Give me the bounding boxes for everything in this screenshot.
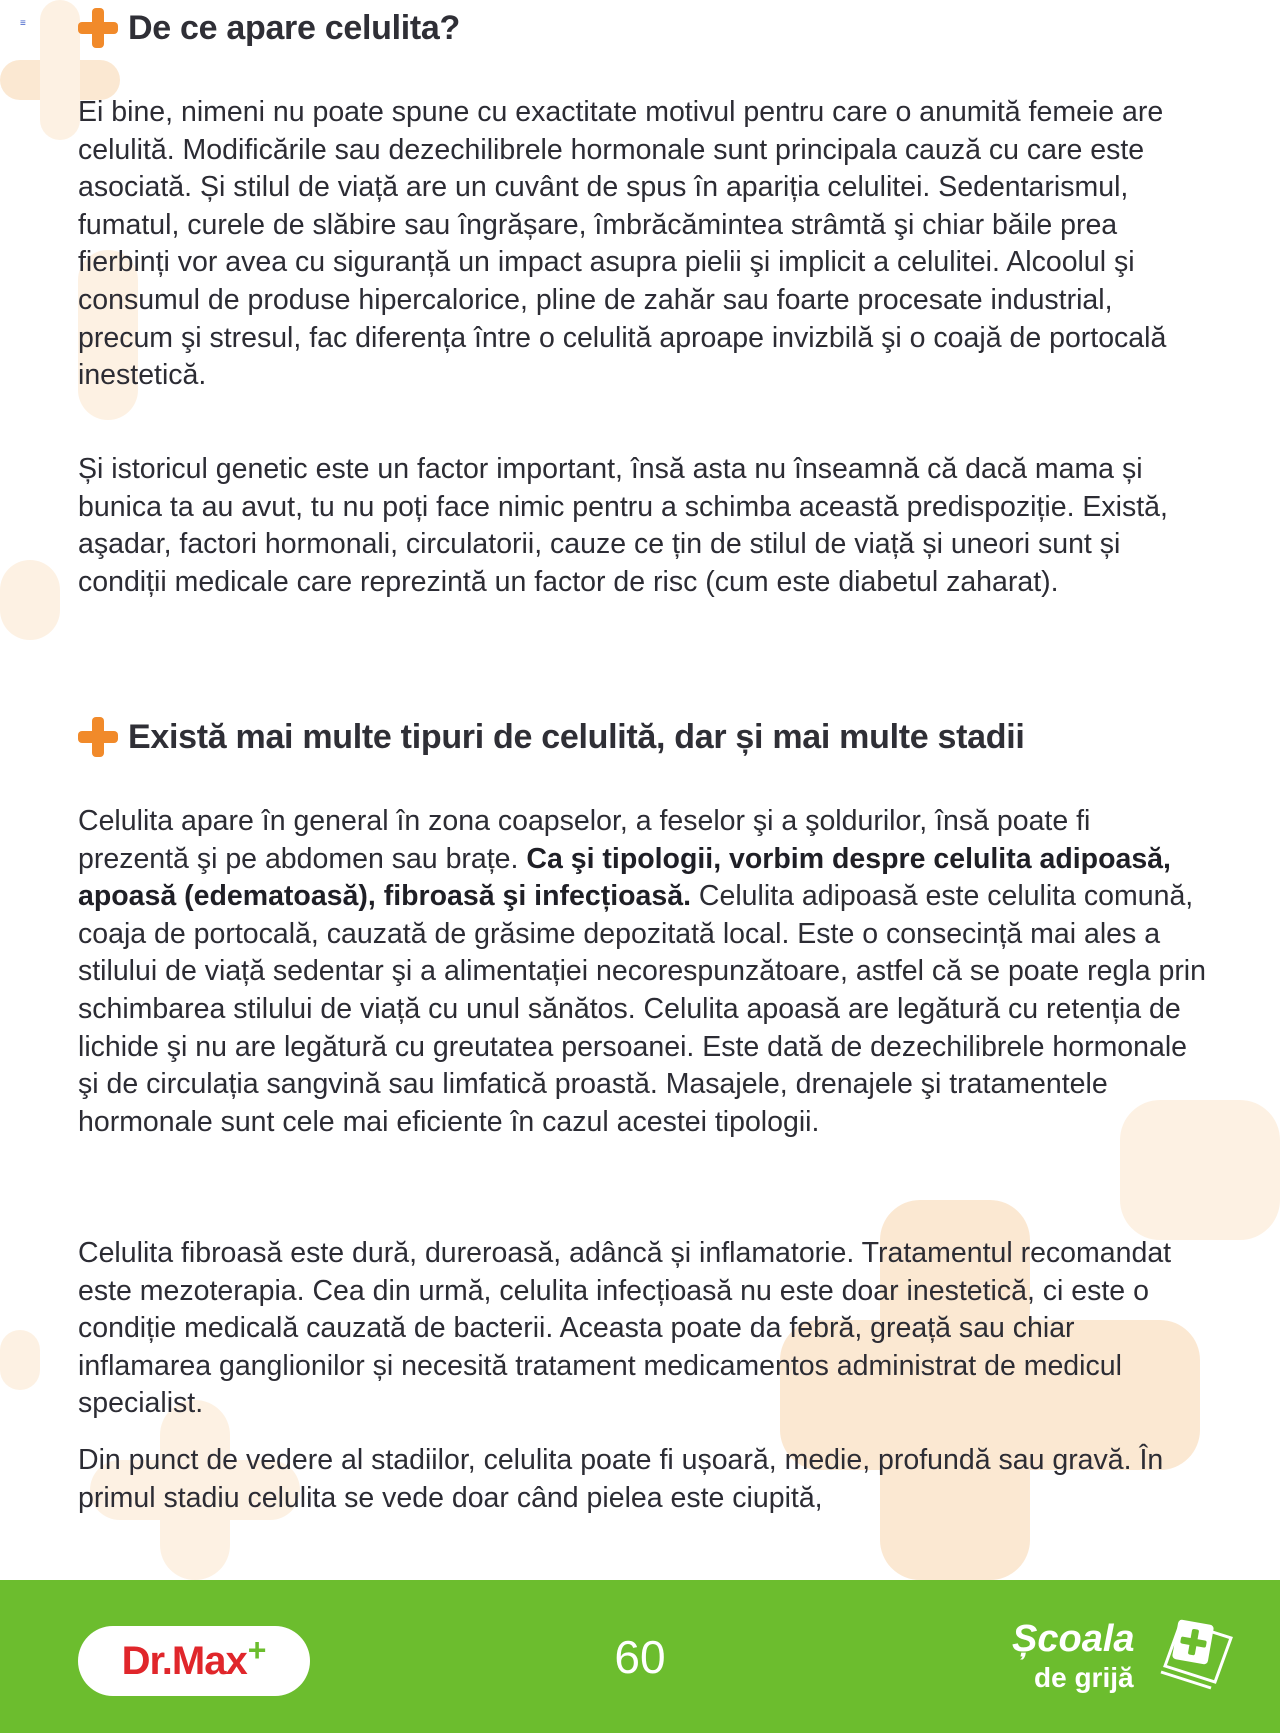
school-logo-line1: Școala <box>1012 1618 1135 1660</box>
paragraph-text: Celulita adipoasă este celulita comună, coaja de portocală, cauzată de grăsime depozitată local. Este o consecință mai ales a stilului de viață sedentar şi a alimentației necorespunzătoare, astfel că se poate regla prin schimbarea stilului de viață cu unul sănătos. Celulita apoasă are legătură cu retenția de lichide şi nu are legătură cu greutatea persoanei. Este dată de dezechilibrele hormonale şi de circulația sangvină sau limfatică proastă. Masajele, drenajele şi tratamentele hormonale sunt cele mai eficiente în cazul acestei tipologii. <box>78 880 1206 1138</box>
paragraph: Ei bine, nimeni nu poate spune cu exactitate motivul pentru care o anumită femeie are celulită. Modificările sau dezechilibrele hormonale sunt principala cauză cu care este asociată. Și stilul de viață are un cuvânt de spus în apariția celulitei. Sedentarismul, fumatul, curele de slăbire sau îngrășare, îmbrăcămintea strâmtă şi chiar băile prea fierbinți vor avea cu siguranță un impact asupra pielii şi implicit a celulitei. Alcoolul şi consumul de produse hipercalorice, pline de zahăr sau foarte procesate industrial, precum şi stresul, fac diferența între o celulită aproape invizbilă şi o coajă de portocală inestetică. <box>78 96 1167 392</box>
bg-cross-decoration <box>0 560 60 640</box>
plus-icon <box>78 8 118 48</box>
section-heading <box>78 8 460 48</box>
paragraph <box>78 803 1208 1141</box>
paragraph: Și istoricul genetic este un factor important, însă asta nu înseamnă că dacă mama și bunica ta au avut, tu nu poți face nimic pentru a schimba această predispoziție. Există, aşadar, factori hormonali, circulatorii, cauze ce țin de stilul de viață și uneori sunt și condiții medicale care reprezintă un factor de risc (cum este diabetul zaharat). <box>78 453 1168 598</box>
menu-icon[interactable]: ≡ <box>20 18 26 29</box>
logo-text: Dr.Max <box>121 1638 247 1683</box>
paragraph-bold-text: Ca şi tipologii, vorbim despre celulita adipoasă, apoasă (edematoasă), fibroasă şi infecțioasă. <box>78 842 1171 913</box>
paragraph-text: Celulita apare în general în zona coapselor, a feselor şi a şoldurilor, însă poate fi prezentă şi pe abdomen sau brațe. <box>78 805 1091 875</box>
paragraph: Celulita fibroasă este dură, dureroasă, adâncă și inflamatorie. Tratamentul recomandat este mezoterapia. Cea din urmă, celulita infecțioasă nu este doar inestetică, ci este o condiție medicală cauzată de bacterii. Aceasta poate da febră, greață sau chiar inflamarea ganglionilor și necesită tratament medicamentos administrat de medicul specialist. <box>78 1237 1172 1420</box>
section-heading-text: De ce apare celulita? <box>128 8 460 47</box>
logo-plus-icon: + <box>247 1631 267 1668</box>
section-heading-text: Există mai multe tipuri de celulită, dar și mai multe stadii <box>128 717 1025 756</box>
footer <box>0 1580 1280 1733</box>
medical-book-icon <box>1157 1616 1235 1690</box>
plus-icon <box>78 717 118 757</box>
drmax-logo[interactable] <box>78 1626 310 1696</box>
bg-cross-decoration <box>40 0 80 140</box>
school-logo-line2: de grijă <box>1034 1662 1134 1693</box>
scoala-de-grija-logo[interactable] <box>1012 1616 1242 1706</box>
paragraph: Din punct de vedere al stadiilor, celulita poate fi ușoară, medie, profundă sau gravă. În primul stadiu celulita se vede doar când pielea este ciupită, <box>78 1444 1164 1514</box>
section-heading <box>78 717 1025 757</box>
bg-cross-decoration <box>0 1330 40 1390</box>
page-number: 60 <box>614 1631 666 1683</box>
